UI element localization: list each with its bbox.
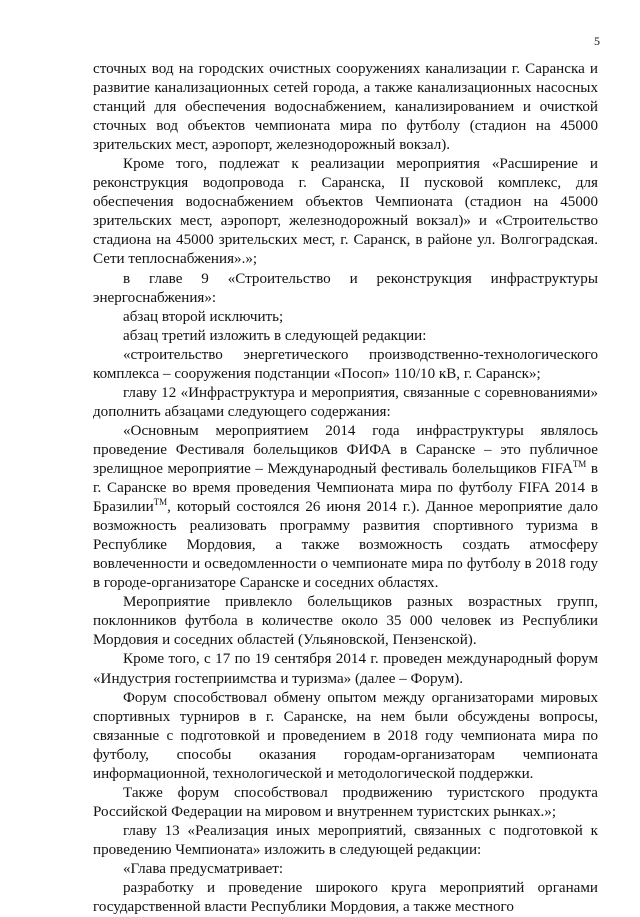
trademark-sign: TM	[572, 458, 587, 469]
paragraph-14: «Глава предусматривает:	[123, 860, 284, 877]
paragraph-8-part-1: «Основным мероприятием 2014 года инфраструктуры являлось проведение Фестиваля болельщиков ФИФА в Саранске – это публичное зрелищное мероприятие – Международный фестиваль болельщиков FIFA	[93, 422, 598, 477]
paragraph-8	[93, 422, 598, 593]
paragraph-8-part-3: , который состоялся 26 июня 2014 г.). Данное мероприятие дало возможность реализовать программу развития спортивного туризма в Республике Мордовия, а также возможность создать атмосферу вовлеченности и осведомленности о чемпионате мира по футболу в 2018 году в городе-организаторе Саранске и соседних областях.	[93, 499, 598, 592]
paragraph-10: Кроме того, с 17 по 19 сентября 2014 г. проведен международный форум «Индустрия гостеприимства и туризма» (далее – Форум).	[93, 651, 598, 687]
paragraph-9: Мероприятие привлекло болельщиков разных возрастных групп, поклонников футбола в количестве около 35 000 человек из Республики Мордовия и соседних областей (Ульяновской, Пензенской).	[93, 594, 598, 649]
paragraph-12: Также форум способствовал продвижению туристского продукта Российской Федерации на мировом и внутреннем туристских рынках.»;	[93, 784, 598, 820]
paragraph-5: абзац третий изложить в следующей редакции:	[123, 327, 427, 344]
page-number: 5	[594, 34, 600, 48]
paragraph-8-part-2: в г. Саранске во время проведения Чемпионата мира по футболу FIFA 2014 в Бразилии	[93, 460, 598, 516]
paragraph-3: в главе 9 «Строительство и реконструкция инфраструктуры энергоснабжения»:	[93, 270, 598, 306]
trademark-sign: TM	[153, 497, 168, 508]
paragraph-15: разработку и проведение широкого круга мероприятий органами государственной власти Республики Мордовия, а также местного	[93, 880, 598, 916]
paragraph-2: Кроме того, подлежат к реализации мероприятия «Расширение и реконструкция водопровода г. Саранска, II пусковой комплекс, для обеспечения водоснабжением объектов Чемпионата (стадион на 45000 зрительских мест, аэропорт, железнодорожный вокзал)» и «Строительство стадиона на 45000 зрительских мест, г. Саранск, в районе ул. Волгоградская. Сети теплоснабжения».»;	[93, 156, 598, 268]
paragraph-1: сточных вод на городских очистных сооружениях канализации г. Саранска и развитие канализационных сетей города, а также канализационных насосных станций для обеспечения водоснабжением, канализированием и очисткой сточных вод объектов чемпионата мира по футболу (стадион на 45000 зрительских мест, аэропорт, железнодорожный вокзал).	[93, 61, 598, 154]
paragraph-13: главу 13 «Реализация иных мероприятий, связанных с подготовкой к проведению Чемпионата» изложить в следующей редакции:	[93, 822, 598, 858]
document-body	[93, 60, 598, 917]
paragraph-6: «строительство энергетического производственно-технологического комплекса – сооружения подстанции «Посоп» 110/10 кВ, г. Саранск»;	[93, 346, 598, 382]
paragraph-4: абзац второй исключить;	[123, 308, 284, 325]
paragraph-7: главу 12 «Инфраструктура и мероприятия, связанные с соревнованиями» дополнить абзацами следующего содержания:	[93, 384, 598, 420]
paragraph-11: Форум способствовал обмену опытом между организаторами мировых спортивных турниров в г. Саранске, на нем были обсуждены вопросы, связанные с подготовкой и проведением в 2018 году чемпионата мира по футболу, способы оказания городам-организаторам чемпионата информационной, технологической и методологической поддержки.	[93, 689, 598, 782]
